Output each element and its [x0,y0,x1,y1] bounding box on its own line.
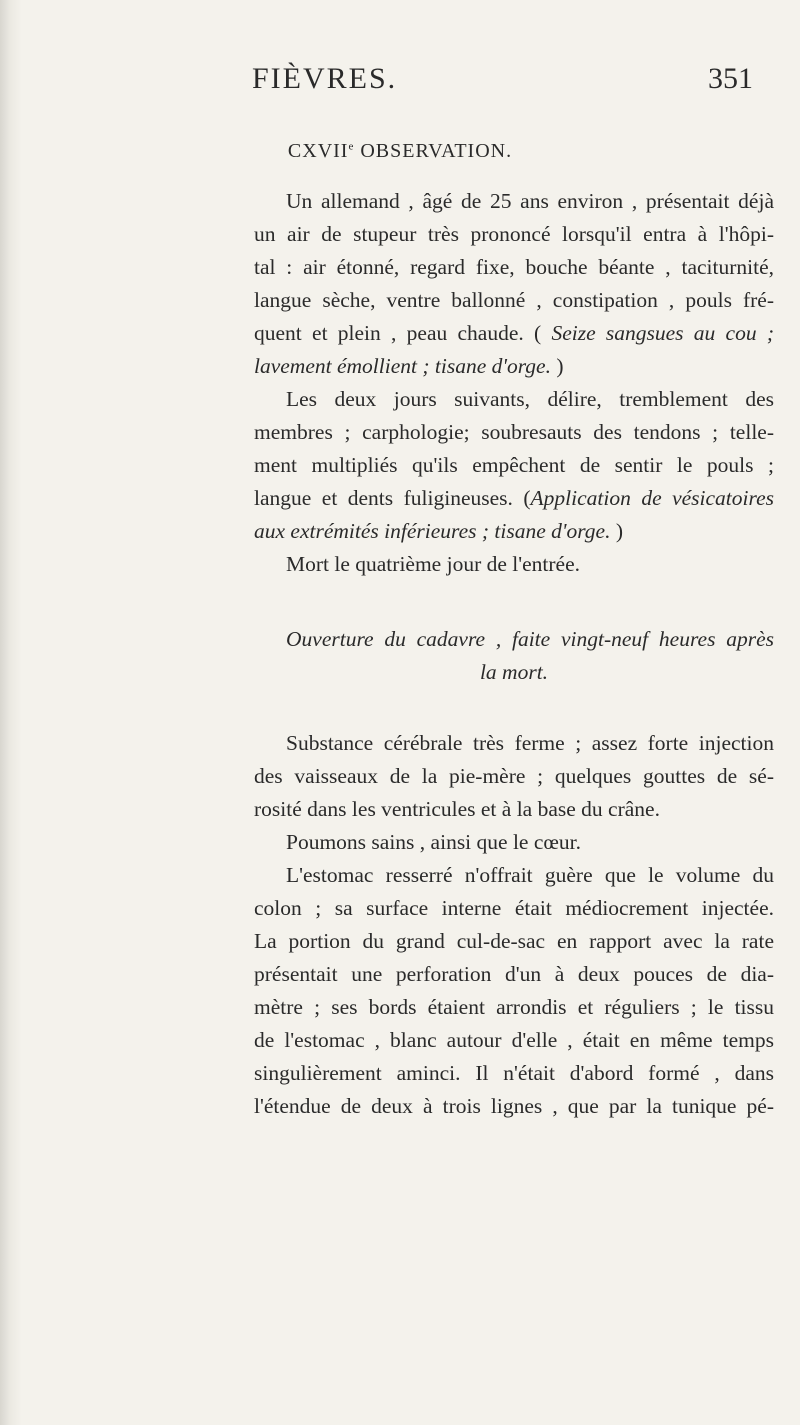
text-line: de l'estomac , blanc autour d'elle , était en même temps [254,1028,774,1052]
text-line: lavement émollient ; tisane d'orge. ) [254,354,564,378]
text-line: Poumons sains , ainsi que le cœur. [286,830,582,854]
observation-label: OBSERVATION. [354,140,513,162]
text-line: langue et dents fuligineuses. (Application de vésicatoires [254,486,774,510]
text-line: tal : air étonné, regard fixe, bouche béante , taciturnité, [254,255,774,279]
text-line: membres ; carphologie; soubresauts des tendons ; telle- [254,420,774,444]
text-line: mètre ; ses bords étaient arrondis et réguliers ; le tissu [254,995,774,1019]
text-line: des vaisseaux de la pie-mère ; quelques gouttes de sé- [254,764,774,788]
paragraph-1 [254,185,774,383]
text-line: l'étendue de deux à trois lignes , que par la tunique pé- [254,1094,774,1118]
text-line: Les deux jours suivants, délire, tremblement des [286,387,774,411]
subheading-line: la mort. [479,660,549,684]
text-line: L'estomac resserré n'offrait guère que le volume du [286,863,774,887]
text-line: présentait une perforation d'un à deux pouces de dia- [254,962,774,986]
paragraph-4 [254,727,774,826]
treatment-italic: Seize sangsues au cou ; [551,321,774,345]
observation-number: CXVII [287,140,349,162]
text-line: quent et plein , peau chaude. ( Seize sangsues au cou ; [254,321,774,345]
treatment-italic: Application de vésicatoires [530,486,774,510]
text-line: singulièrement aminci. Il n'était d'abord formé , dans [254,1061,774,1085]
text-line: ment multipliés qu'ils empêchent de sentir le pouls ; [254,453,774,477]
treatment-italic: aux extrémités inférieures ; tisane d'orge. [254,519,611,543]
observation-heading [0,140,800,163]
paragraph-6 [254,859,774,1123]
autopsy-subheading [254,623,774,689]
paragraph-3 [254,548,774,581]
text-line: aux extrémités inférieures ; tisane d'orge. ) [254,519,624,543]
text-line: un air de stupeur très prononcé lorsqu'il entra à l'hôpi- [254,222,774,246]
text-line: langue sèche, ventre ballonné , constipation , pouls fré- [254,288,774,312]
text-line: Mort le quatrième jour de l'entrée. [286,552,581,576]
text-line: Un allemand , âgé de 25 ans environ , présentait déjà [286,189,774,213]
text-line: La portion du grand cul-de-sac en rapport avec la rate [254,929,774,953]
page-edge-shadow [0,0,22,1425]
observation-superscript: e [348,140,355,153]
page-number: 351 [708,62,753,95]
text-line: rosité dans les ventricules et à la base du crâne. [254,797,660,821]
text-line: Substance cérébrale très ferme ; assez forte injection [286,731,774,755]
subheading-line: Ouverture du cadavre , faite vingt-neuf heures après [286,627,774,651]
paragraph-5 [254,826,774,859]
treatment-italic: lavement émollient ; tisane d'orge. [254,354,551,378]
text-line: colon ; sa surface interne était médiocrement injectée. [254,896,774,920]
paragraph-2 [254,383,774,548]
running-header [0,62,800,102]
running-title: FIÈVRES. [252,62,398,95]
